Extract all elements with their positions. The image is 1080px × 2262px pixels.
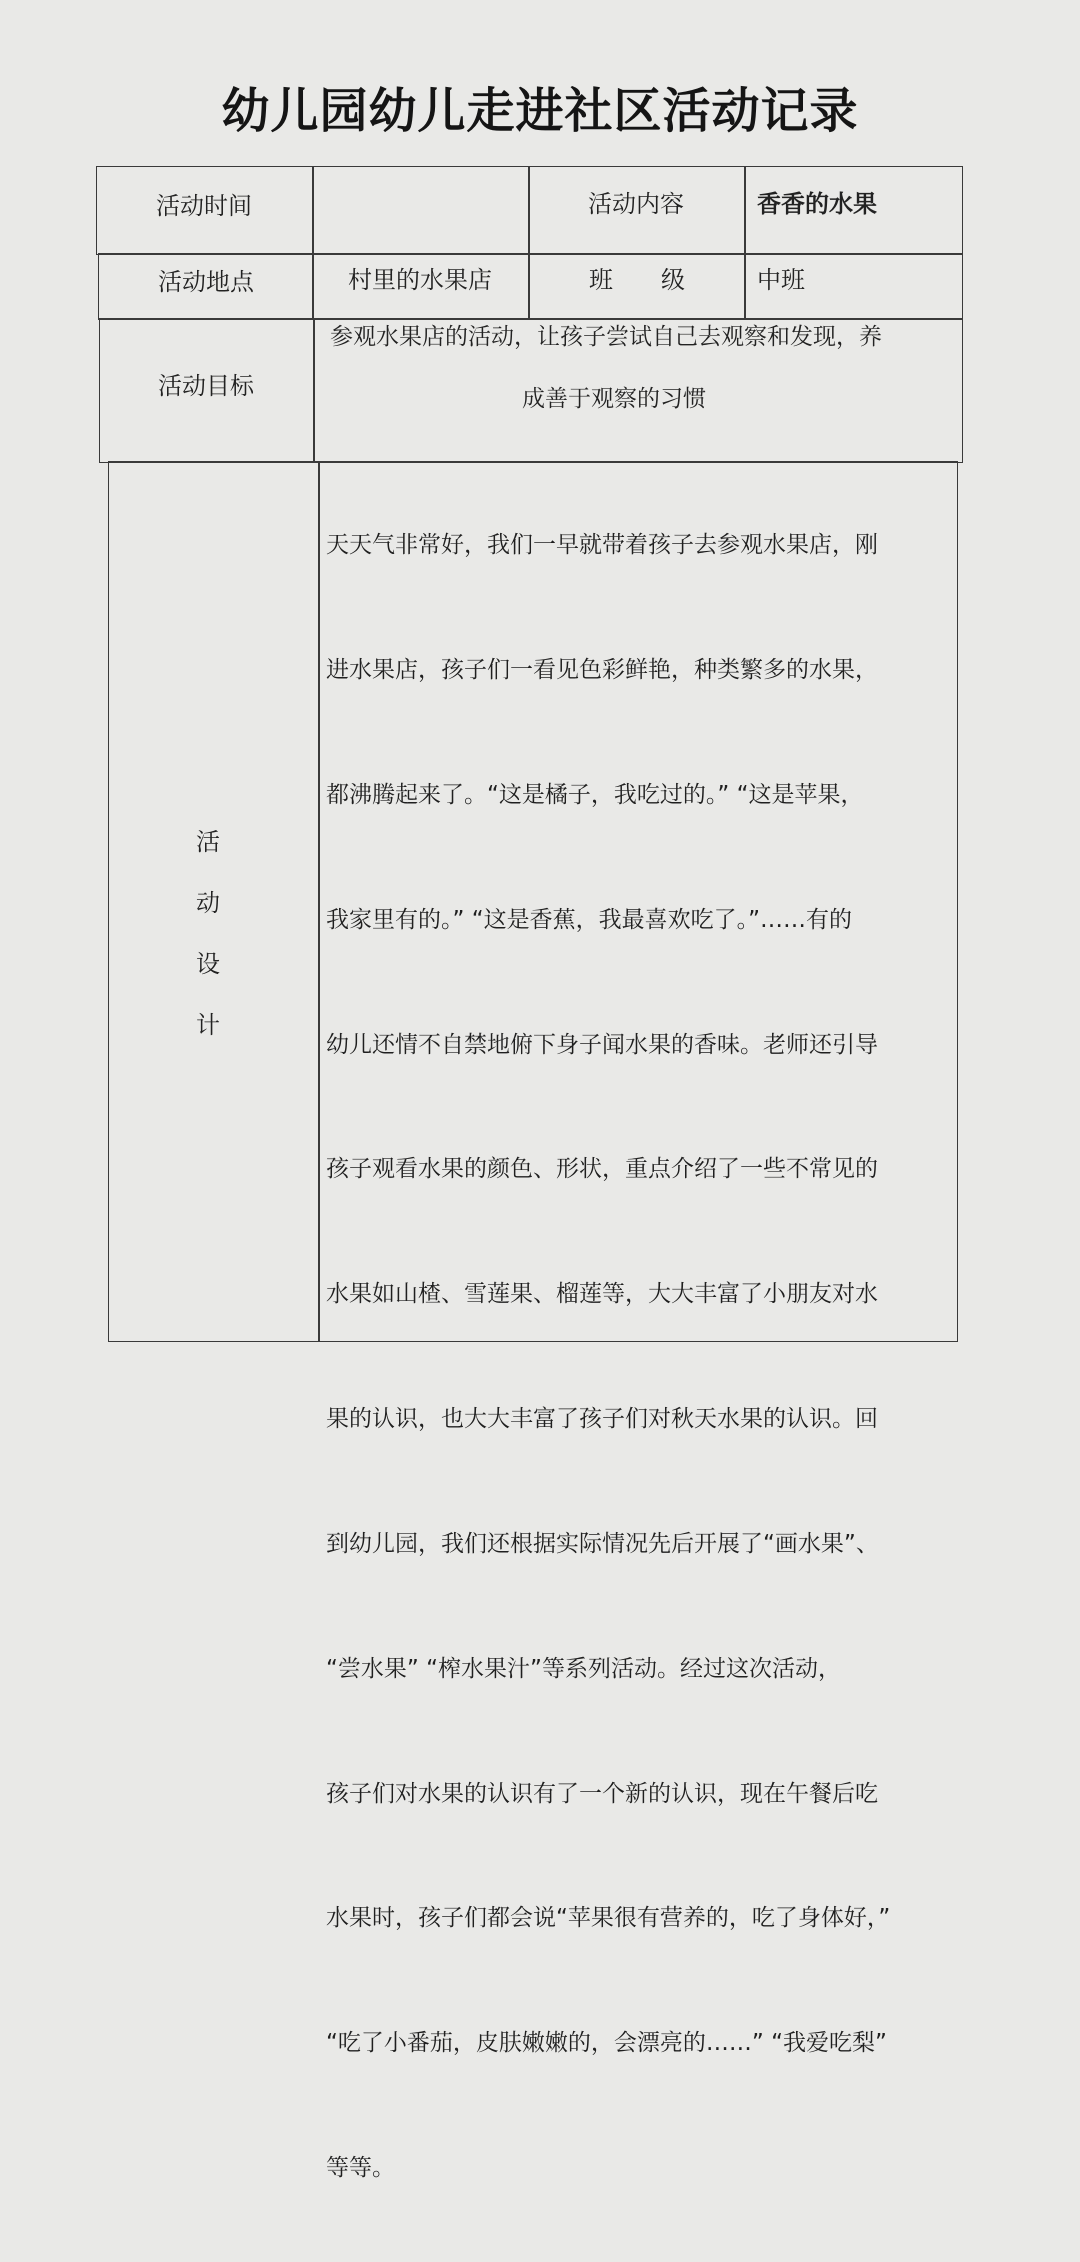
design-line: 到幼儿园，我们还根据实际情况先后开展了“画水果”、 [326, 1530, 879, 1557]
time-label: 活动时间 [156, 192, 252, 220]
design-line: 天天气非常好，我们一早就带着孩子去参观水果店，刚 [326, 532, 878, 559]
design-line: 孩子观看水果的颜色、形状，重点介绍了一些不常见的 [326, 1156, 878, 1183]
design-line: 幼儿还情不自禁地俯下身子闻水果的香味。老师还引导 [326, 1031, 878, 1058]
content-value: 香香的水果 [757, 190, 877, 218]
cell-time-value [312, 166, 530, 255]
goal-line-2: 成善于观察的习惯 [522, 386, 706, 412]
design-line: “尝水果” “榨水果汁”等系列活动。经过这次活动， [326, 1655, 841, 1682]
place-value: 村里的水果店 [348, 266, 492, 294]
design-line: “吃了小番茄，皮肤嫩嫩的，会漂亮的……” “我爱吃梨” [326, 2030, 887, 2057]
design-line: 水果时，孩子们都会说“苹果很有营养的，吃了身体好，” [326, 1905, 891, 1932]
design-line: 我家里有的。” “这是香蕉，我最喜欢吃了。”……有的 [326, 906, 853, 933]
design-line: 都沸腾起来了。“这是橘子，我吃过的。” “这是苹果， [326, 782, 864, 809]
design-line: 果的认识，也大大丰富了孩子们对秋天水果的认识。回 [326, 1406, 878, 1433]
design-line: 进水果店，孩子们一看见色彩鲜艳，种类繁多的水果， [326, 657, 878, 684]
class-value: 中班 [757, 266, 805, 294]
design-line: 等等。 [326, 2154, 395, 2181]
design-label-char: 计 [196, 1011, 220, 1039]
design-label-char: 动 [196, 889, 220, 917]
goal-line-1: 参观水果店的活动，让孩子尝试自己去观察和发现，养 [330, 324, 882, 350]
design-line: 水果如山楂、雪莲果、榴莲等，大大丰富了小朋友对水 [326, 1281, 878, 1308]
design-label [193, 822, 223, 1066]
class-label: 班 级 [589, 266, 685, 294]
page-title: 幼儿园幼儿走进社区活动记录 [221, 83, 859, 139]
design-line: 孩子们对水果的认识有了一个新的认识，现在午餐后吃 [326, 1780, 878, 1807]
goal-label: 活动目标 [158, 372, 254, 400]
content-label: 活动内容 [588, 190, 684, 218]
design-label-char: 设 [196, 950, 220, 978]
design-label-char: 活 [196, 828, 220, 856]
place-label: 活动地点 [158, 268, 254, 296]
design-text [326, 452, 956, 2262]
